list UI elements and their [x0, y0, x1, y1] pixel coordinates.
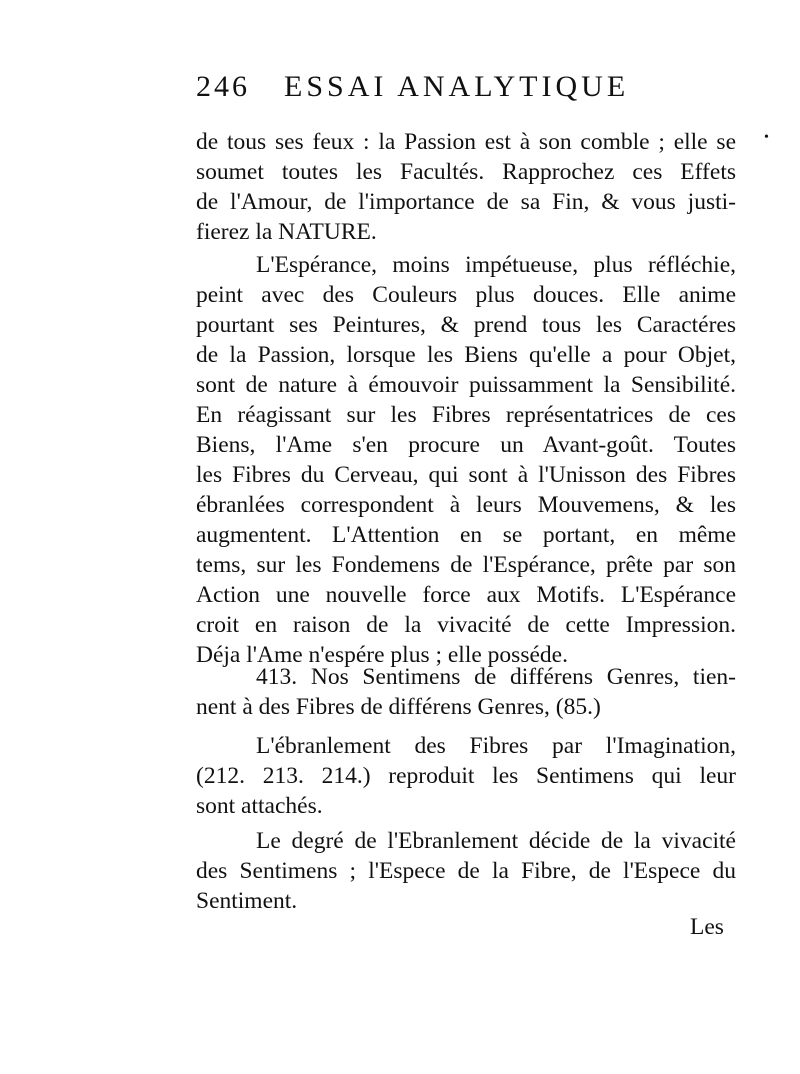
text-line: sont de nature à émouvoir puissamment la Sensibilité. — [196, 372, 736, 398]
text-line: croit en raison de la vivacité de cette Impression. — [196, 612, 736, 638]
running-title: ESSAI ANALYTIQUE — [284, 70, 630, 103]
text-line: En réagissant sur les Fibres représentatrices de ces — [196, 402, 736, 428]
text-line: des Sentimens ; l'Espece de la Fibre, de l'Espece du — [196, 858, 736, 884]
paragraph-ebranlement — [196, 731, 736, 821]
text-line: ébranlées correspondent à leurs Mouvemens, & les — [196, 492, 736, 518]
text-line: Déja l'Ame n'espére plus ; elle posséde. — [196, 642, 568, 668]
text-line: de l'Amour, de l'importance de sa Fin, & vous justi- — [196, 189, 736, 215]
paragraph-continuation — [196, 127, 736, 247]
paragraph-413 — [196, 662, 736, 722]
text-line: sont attachés. — [196, 793, 323, 819]
text-line: tems, sur les Fondemens de l'Espérance, prête par son — [196, 552, 736, 578]
text-line: soumet toutes les Facultés. Rapprochez ces Effets — [196, 159, 736, 185]
text-line: (212. 213. 214.) reproduit les Sentimens qui leur — [196, 763, 736, 789]
text-line: Action une nouvelle force aux Motifs. L'Espérance — [196, 582, 736, 608]
running-head — [196, 70, 736, 110]
text-line: pourtant ses Peintures, & prend tous les Caractéres — [196, 312, 736, 338]
catchword: Les — [690, 914, 724, 940]
text-line: les Fibres du Cerveau, qui sont à l'Unisson des Fibres — [196, 462, 736, 488]
text-line: L'Espérance, moins impétueuse, plus réfléchie, — [256, 252, 736, 278]
text-line: Biens, l'Ame s'en procure un Avant-goût. Toutes — [196, 432, 736, 458]
text-line: de la Passion, lorsque les Biens qu'elle a pour Objet, — [196, 342, 736, 368]
paragraph-esperance — [196, 250, 736, 670]
text-line: Sentiment. — [196, 888, 298, 914]
text-line: fierez la NATURE. — [196, 219, 377, 245]
paragraph-degre — [196, 826, 736, 916]
text-line: Le degré de l'Ebranlement décide de la vivacité — [256, 828, 736, 854]
page-number: 246 — [196, 70, 250, 103]
text-line: nent à des Fibres de différens Genres, (85.) — [196, 694, 601, 720]
stray-mark: • — [764, 130, 769, 145]
text-line: L'ébranlement des Fibres par l'Imagination, — [256, 733, 736, 759]
text-line: augmentent. L'Attention en se portant, en même — [196, 522, 736, 548]
text-line: 413. Nos Sentimens de différens Genres, tien- — [256, 664, 736, 690]
text-line: de tous ses feux : la Passion est à son comble ; elle se — [196, 129, 736, 155]
text-line: peint avec des Couleurs plus douces. Elle anime — [196, 282, 736, 308]
